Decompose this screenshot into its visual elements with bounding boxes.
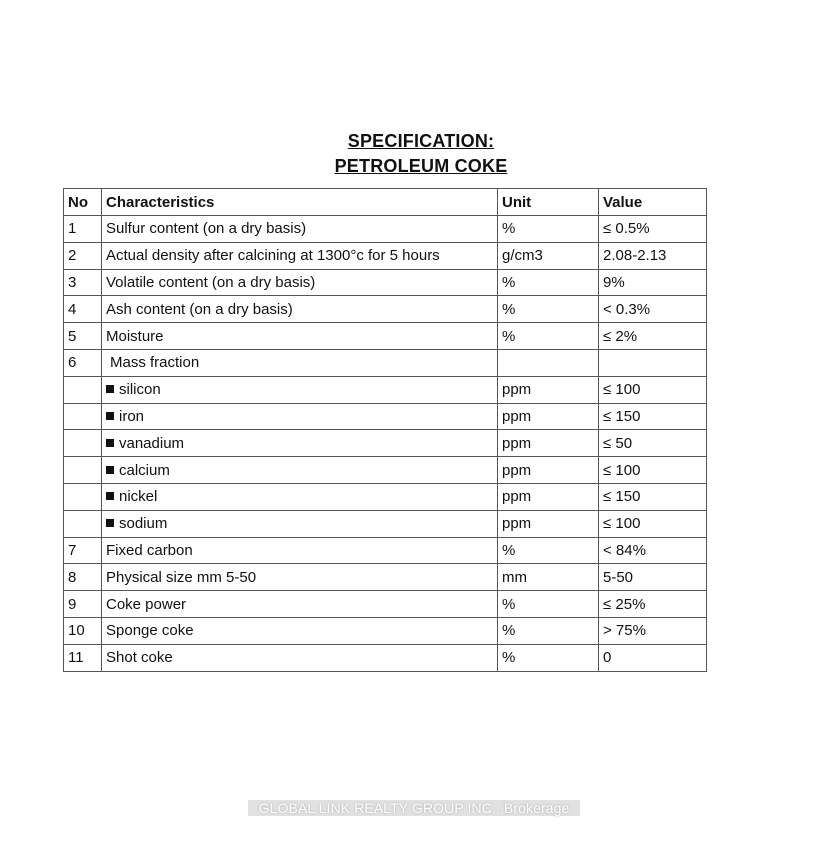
row-characteristic: Shot coke bbox=[102, 644, 498, 671]
row-value bbox=[599, 349, 707, 376]
row-characteristic: Physical size mm 5-50 bbox=[102, 564, 498, 591]
table-row bbox=[64, 376, 707, 403]
sub-item-label: nickel bbox=[119, 488, 158, 506]
sub-item-label: silicon bbox=[119, 381, 161, 399]
header-value: Value bbox=[599, 189, 707, 216]
row-value: 9% bbox=[599, 269, 707, 296]
row-value: ≤ 0.5% bbox=[599, 216, 707, 243]
row-unit: % bbox=[498, 323, 599, 350]
row-unit: mm bbox=[498, 564, 599, 591]
row-no: 3 bbox=[64, 269, 102, 296]
row-value: ≤ 25% bbox=[599, 591, 707, 618]
table-row bbox=[64, 269, 707, 296]
table-row bbox=[64, 591, 707, 618]
row-characteristic: Fixed carbon bbox=[102, 537, 498, 564]
row-no: 7 bbox=[64, 537, 102, 564]
row-value: ≤ 100 bbox=[599, 510, 707, 537]
row-unit: % bbox=[498, 269, 599, 296]
row-no: 11 bbox=[64, 644, 102, 671]
row-value: ≤ 50 bbox=[599, 430, 707, 457]
table-row bbox=[64, 323, 707, 350]
table-row bbox=[64, 296, 707, 323]
row-unit: % bbox=[498, 617, 599, 644]
table-row bbox=[64, 216, 707, 243]
row-no bbox=[64, 430, 102, 457]
table-header-row bbox=[64, 189, 707, 216]
row-value: > 75% bbox=[599, 617, 707, 644]
row-characteristic bbox=[102, 483, 498, 510]
row-value: 5-50 bbox=[599, 564, 707, 591]
row-value: ≤ 100 bbox=[599, 457, 707, 484]
table-row bbox=[64, 537, 707, 564]
table-row bbox=[64, 483, 707, 510]
row-no bbox=[64, 483, 102, 510]
row-no: 2 bbox=[64, 242, 102, 269]
row-value: < 84% bbox=[599, 537, 707, 564]
row-no: 6 bbox=[64, 349, 102, 376]
row-unit: % bbox=[498, 537, 599, 564]
header-unit: Unit bbox=[498, 189, 599, 216]
sub-item-label: sodium bbox=[119, 515, 168, 533]
row-value: 0 bbox=[599, 644, 707, 671]
table-row bbox=[64, 564, 707, 591]
row-value: ≤ 150 bbox=[599, 403, 707, 430]
document-subtitle: PETROLEUM COKE bbox=[334, 156, 508, 176]
row-unit: % bbox=[498, 296, 599, 323]
row-no: 9 bbox=[64, 591, 102, 618]
row-characteristic: Coke power bbox=[102, 591, 498, 618]
row-unit: g/cm3 bbox=[498, 242, 599, 269]
sub-item-label: iron bbox=[119, 407, 145, 425]
row-unit: % bbox=[498, 591, 599, 618]
row-characteristic: Volatile content (on a dry basis) bbox=[102, 269, 498, 296]
table-row bbox=[64, 644, 707, 671]
row-no: 4 bbox=[64, 296, 102, 323]
table-row bbox=[64, 430, 707, 457]
row-unit: % bbox=[498, 216, 599, 243]
square-bullet-icon bbox=[106, 466, 114, 474]
row-no bbox=[64, 376, 102, 403]
row-characteristic: Sulfur content (on a dry basis) bbox=[102, 216, 498, 243]
header-no: No bbox=[64, 189, 102, 216]
row-characteristic bbox=[102, 510, 498, 537]
table-row bbox=[64, 242, 707, 269]
row-no: 8 bbox=[64, 564, 102, 591]
row-unit: ppm bbox=[498, 403, 599, 430]
square-bullet-icon bbox=[106, 412, 114, 420]
sub-item-label: vanadium bbox=[119, 434, 185, 452]
row-characteristic bbox=[102, 403, 498, 430]
row-characteristic bbox=[102, 457, 498, 484]
row-no bbox=[64, 510, 102, 537]
row-value: ≤ 2% bbox=[599, 323, 707, 350]
row-unit: ppm bbox=[498, 457, 599, 484]
header-characteristics: Characteristics bbox=[102, 189, 498, 216]
table-row bbox=[64, 617, 707, 644]
square-bullet-icon bbox=[106, 492, 114, 500]
row-characteristic: Sponge coke bbox=[102, 617, 498, 644]
row-no: 1 bbox=[64, 216, 102, 243]
row-unit: ppm bbox=[498, 510, 599, 537]
row-unit bbox=[498, 349, 599, 376]
table-row bbox=[64, 403, 707, 430]
specification-table bbox=[63, 188, 707, 672]
row-characteristic bbox=[102, 376, 498, 403]
row-value: ≤ 100 bbox=[599, 376, 707, 403]
table-row bbox=[64, 349, 707, 376]
row-unit: ppm bbox=[498, 430, 599, 457]
row-no bbox=[64, 403, 102, 430]
row-no bbox=[64, 457, 102, 484]
row-unit: % bbox=[498, 644, 599, 671]
square-bullet-icon bbox=[106, 439, 114, 447]
row-characteristic: Mass fraction bbox=[102, 349, 498, 376]
row-no: 5 bbox=[64, 323, 102, 350]
row-value: ≤ 150 bbox=[599, 483, 707, 510]
row-characteristic bbox=[102, 430, 498, 457]
row-characteristic: Actual density after calcining at 1300°c for 5 hours bbox=[102, 242, 498, 269]
brokerage-watermark: GLOBAL LINK REALTY GROUP INC., Brokerage bbox=[248, 800, 580, 816]
document-title: SPECIFICATION: bbox=[347, 131, 495, 151]
square-bullet-icon bbox=[106, 385, 114, 393]
row-value: < 0.3% bbox=[599, 296, 707, 323]
table-row bbox=[64, 457, 707, 484]
row-unit: ppm bbox=[498, 483, 599, 510]
table-row bbox=[64, 510, 707, 537]
sub-item-label: calcium bbox=[119, 461, 170, 479]
row-unit: ppm bbox=[498, 376, 599, 403]
row-characteristic: Moisture bbox=[102, 323, 498, 350]
row-characteristic: Ash content (on a dry basis) bbox=[102, 296, 498, 323]
row-no: 10 bbox=[64, 617, 102, 644]
row-value: 2.08-2.13 bbox=[599, 242, 707, 269]
square-bullet-icon bbox=[106, 519, 114, 527]
